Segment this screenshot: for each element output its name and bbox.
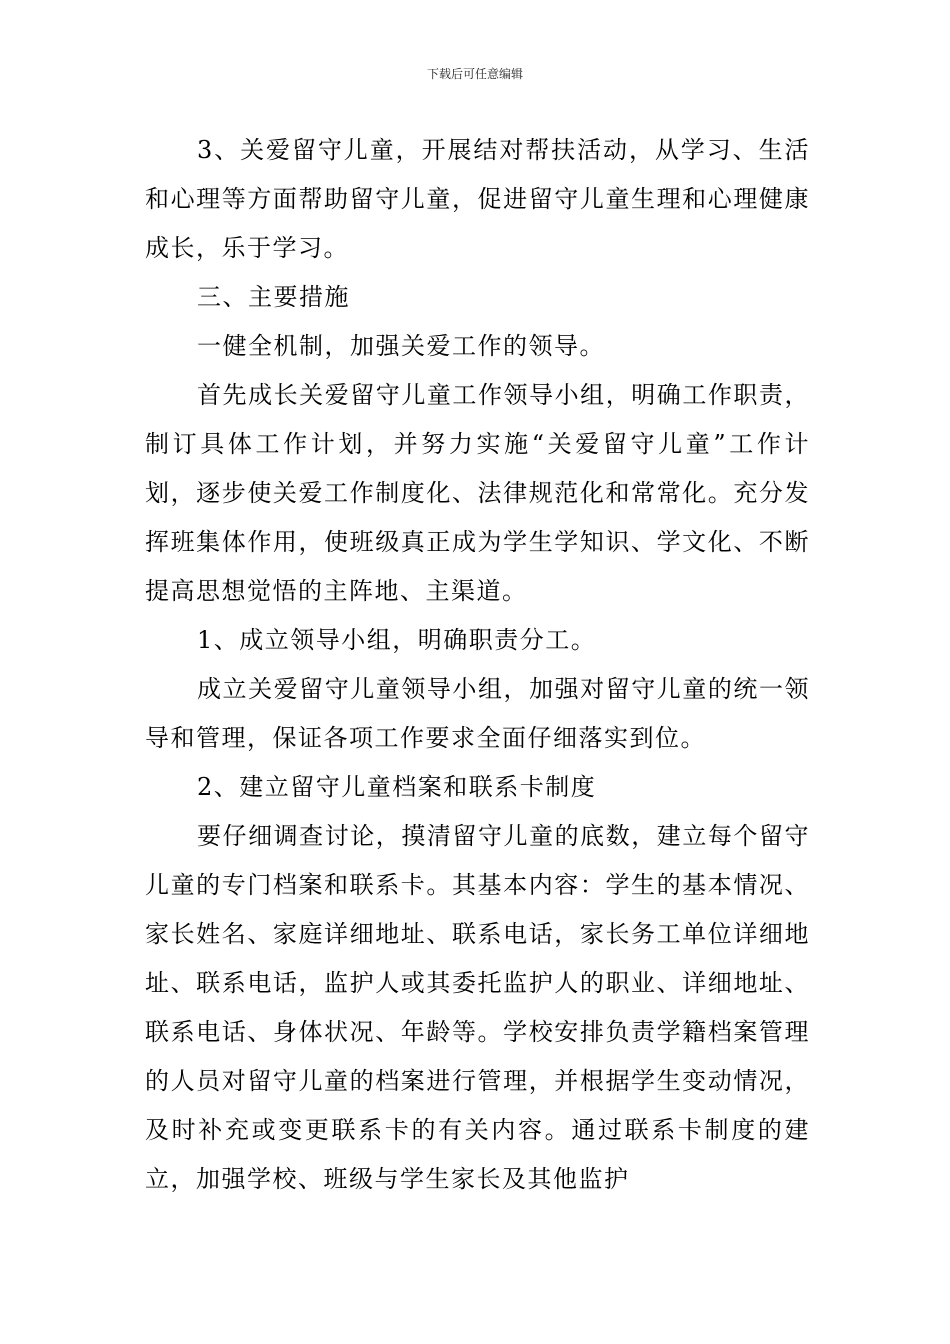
document-body xyxy=(145,126,810,1204)
section-heading-measures: 三、主要措施 xyxy=(197,283,350,311)
item-heading-1: 1、成立领导小组，明确职责分工。 xyxy=(197,626,597,654)
paragraph-archives: 要仔细调查讨论，摸清留守儿童的底数，建立每个留守儿童的专门档案和联系卡。其基本内容：学生的基本情况、家长姓名、家庭详细地址、联系电话，家长务工单位详细地址、联系电话，监护人或其委托监护人的职业、详细地址、联系电话、身体状况、年龄等。学校安排负责学籍档案管理的人员对留守儿童的档案进行管理，并根据学生变动情况，及时补充或变更联系卡的有关内容。通过联系卡制度的建立，加强学校、班级与学生家长及其他监护 xyxy=(145,822,810,1193)
header-note: 下载后可任意编辑 xyxy=(426,67,523,81)
paragraph-goal-3: 3、关爱留守儿童，开展结对帮扶活动，从学习、生活和心理等方面帮助留守儿童，促进留守儿童生理和心理健康成长，乐于学习。 xyxy=(145,136,810,262)
subheading-mechanism: 一健全机制，加强关爱工作的领导。 xyxy=(197,332,605,360)
item-heading-2: 2、建立留守儿童档案和联系卡制度 xyxy=(197,773,597,801)
paragraph-leading-group: 成立关爱留守儿童领导小组，加强对留守儿童的统一领导和管理，保证各项工作要求全面仔细落实到位。 xyxy=(145,675,810,752)
paragraph-leadership: 首先成长关爱留守儿童工作领导小组，明确工作职责，制订具体工作计划，并努力实施“关爱留守儿童”工作计划，逐步使关爱工作制度化、法律规范化和常常化。充分发挥班集体作用，使班级真正成为学生学知识、学文化、不断提高思想觉悟的主阵地、主渠道。 xyxy=(145,381,810,605)
